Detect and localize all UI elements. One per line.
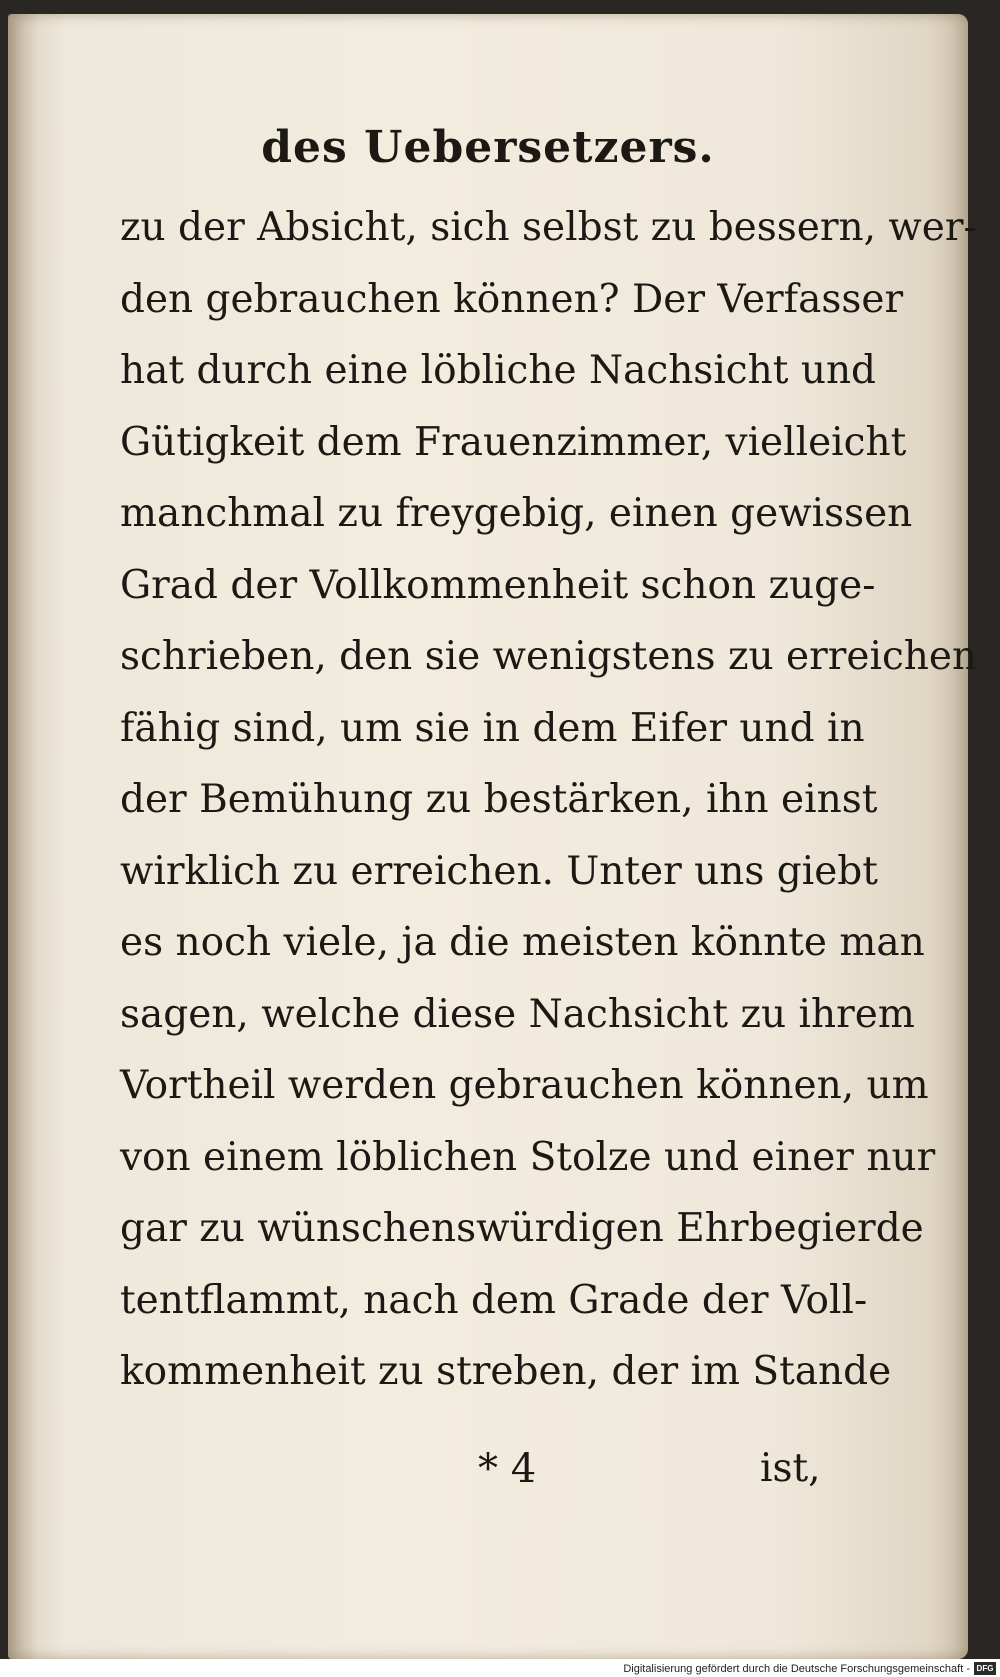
page-gutter-shadow: [8, 14, 38, 1659]
text-line: schrieben, den sie wenigstens zu erreichen: [120, 634, 978, 679]
footer-bar: [0, 1659, 1000, 1677]
text-line: fähig sind, um sie in dem Eifer und in: [120, 705, 865, 751]
digitization-credit: Digitalisierung gefördert durch die Deutsche Forschungsgemeinschaft -: [623, 1663, 970, 1675]
text-line: der Bemühung zu bestärken, ihn einst: [120, 777, 878, 822]
text-line: Vortheil werden gebrauchen können, um: [120, 1063, 929, 1108]
text-line: zu der Absicht, sich selbst zu bessern, wer-: [120, 205, 977, 250]
text-line: tentflammt, nach dem Grade der Voll-: [120, 1277, 868, 1323]
signature-mark: * 4: [478, 1446, 537, 1492]
text-line: sagen, welche diese Nachsicht zu ihrem: [120, 991, 915, 1037]
text-line: Gütigkeit dem Frauenzimmer, vielleicht: [120, 419, 907, 465]
text-line: von einem löblichen Stolze und einer nur: [120, 1134, 936, 1180]
text-line: es noch viele, ja die meisten könnte man: [120, 920, 925, 965]
text-line: manchmal zu freygebig, einen gewissen: [120, 491, 913, 536]
dfg-logo-icon: DFG: [974, 1662, 996, 1675]
text-line: gar zu wünschenswürdigen Ehrbegierde: [120, 1206, 924, 1251]
catchword: ist,: [760, 1446, 821, 1491]
text-line: wirklich zu erreichen. Unter uns giebt: [120, 848, 878, 894]
book-page: [8, 14, 978, 1659]
text-line: kommenheit zu streben, der im Stande: [120, 1349, 892, 1394]
text-line: hat durch eine löbliche Nachsicht und: [120, 348, 877, 393]
running-header: des Uebersetzers.: [261, 122, 715, 173]
text-line: den gebrauchen können? Der Verfasser: [120, 276, 904, 322]
text-line: Grad der Vollkommenheit schon zuge-: [120, 562, 876, 608]
body-text: [120, 192, 978, 1408]
